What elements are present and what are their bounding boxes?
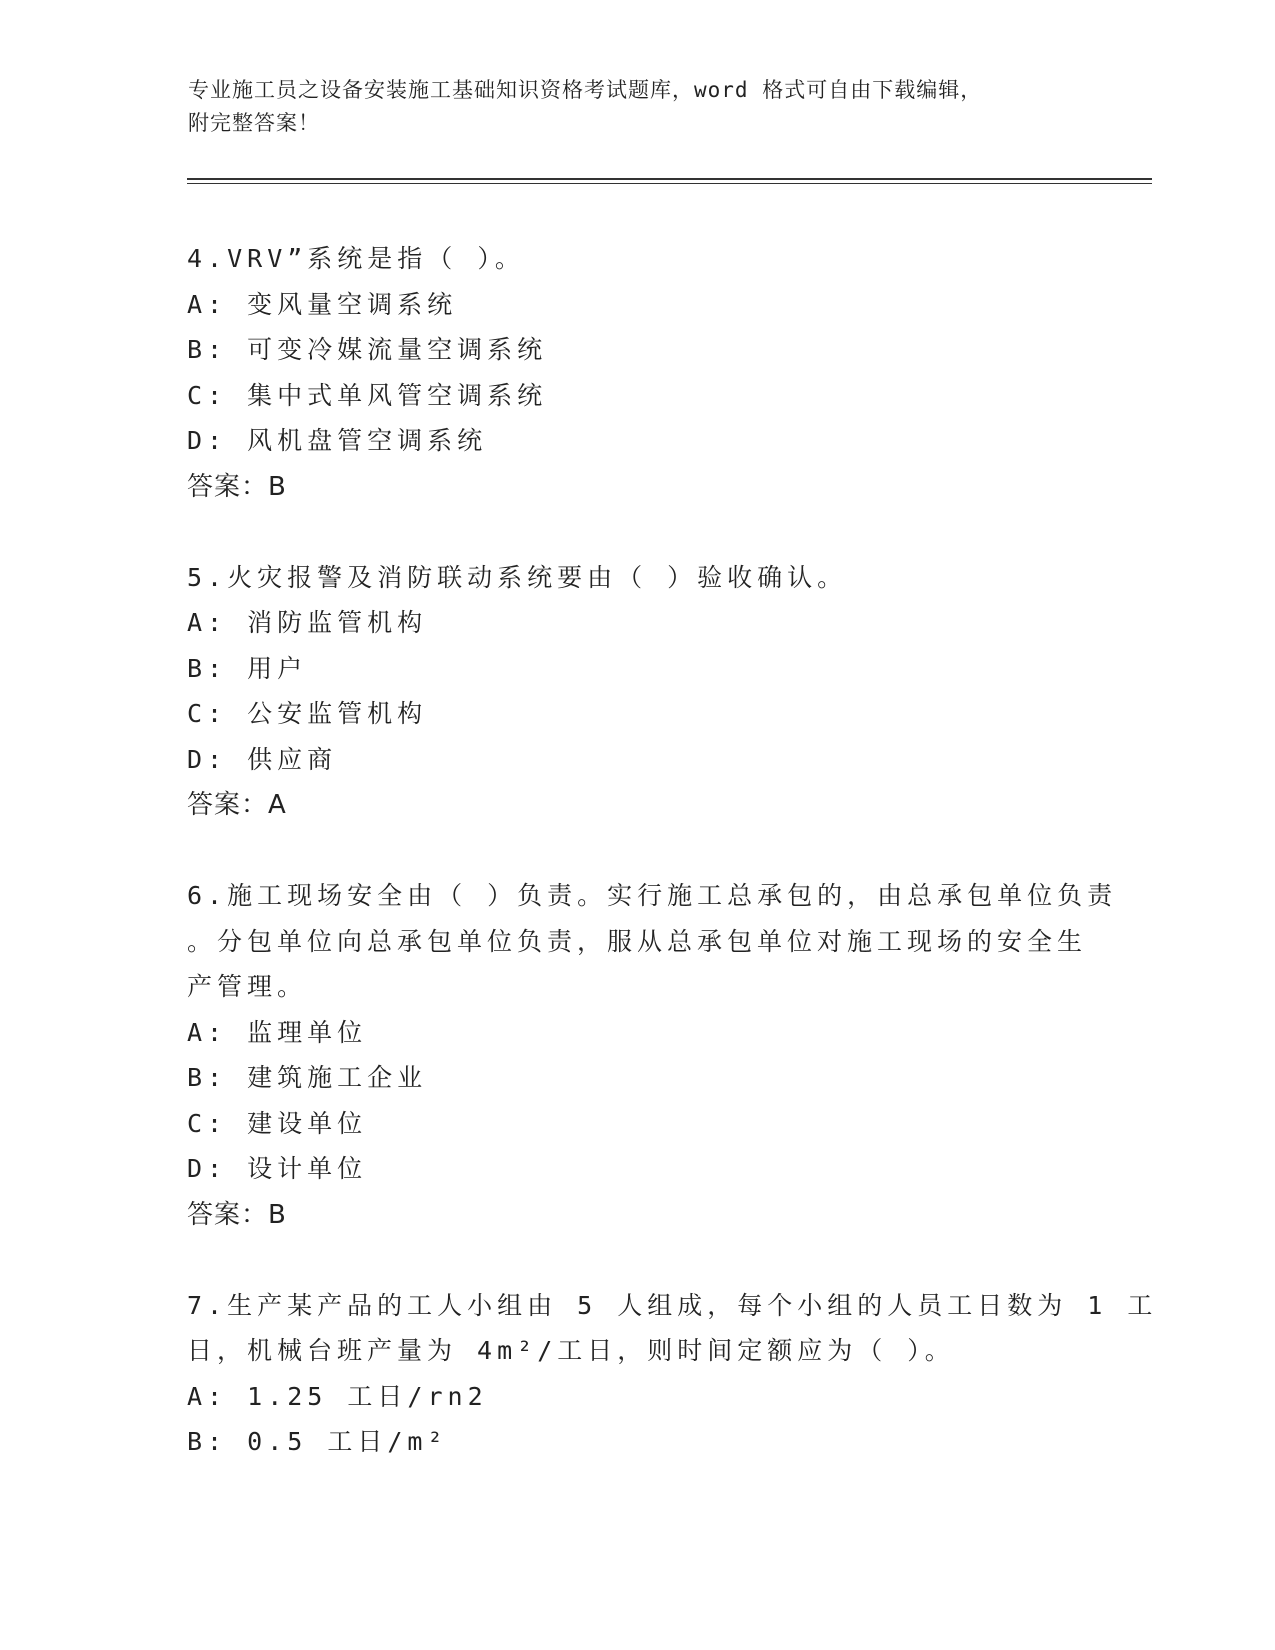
option-b: B: 用户 <box>187 653 308 683</box>
option-c: C: 公安监管机构 <box>187 699 428 728</box>
question-text: 6.施工现场安全由（ ）负责。实行施工总承包的，由总承包单位负责 <box>187 881 1118 910</box>
question-block <box>187 236 1107 510</box>
option-d: D: 风机盘管空调系统 <box>187 426 488 455</box>
option-b: B: 建筑施工企业 <box>187 1063 428 1092</box>
header-line-2: 附完整答案！ <box>188 111 320 135</box>
header-divider <box>187 178 1152 180</box>
option-d: D: 设计单位 <box>187 1154 368 1183</box>
option-a: A: 1.25 工日/rn2 <box>187 1381 488 1411</box>
answer-text: 答案：A <box>187 790 287 820</box>
question-text: 7.生产某产品的工人小组由 5 人组成，每个小组的人员工日数为 1 工 <box>187 1290 1158 1320</box>
question-text-continued: 。分包单位向总承包单位负责，服从总承包单位对施工现场的安全生 <box>187 926 1088 956</box>
question-text-continued: 产管理。 <box>187 972 308 1001</box>
option-c: C: 建设单位 <box>187 1108 368 1138</box>
question-text-continued: 日，机械台班产量为 4m²/工日，则时间定额应为（ ）。 <box>187 1336 955 1365</box>
option-b: B: 0.5 工日/m² <box>187 1427 448 1456</box>
option-a: A: 消防监管机构 <box>187 608 428 637</box>
option-d: D: 供应商 <box>187 744 338 774</box>
answer-text: 答案：B <box>187 1199 287 1230</box>
question-block <box>187 555 1107 829</box>
option-c: C: 集中式单风管空调系统 <box>187 380 548 410</box>
option-a: A: 变风量空调系统 <box>187 289 458 319</box>
header-divider-thin <box>187 183 1152 184</box>
question-block <box>187 873 1118 1238</box>
option-b: B: 可变冷媒流量空调系统 <box>187 335 548 364</box>
question-block <box>187 1283 1158 1465</box>
document-header <box>188 74 1088 140</box>
question-text: 5.火灾报警及消防联动系统要由（ ）验收确认。 <box>187 562 848 592</box>
header-line-1: 专业施工员之设备安装施工基础知识资格考试题库，word 格式可自由下载编辑， <box>188 78 983 102</box>
option-a: A: 监理单位 <box>187 1017 368 1047</box>
answer-text: 答案：B <box>187 471 287 502</box>
question-list <box>187 236 1158 1510</box>
question-text: 4.VRV”系统是指（ ）。 <box>187 244 525 273</box>
